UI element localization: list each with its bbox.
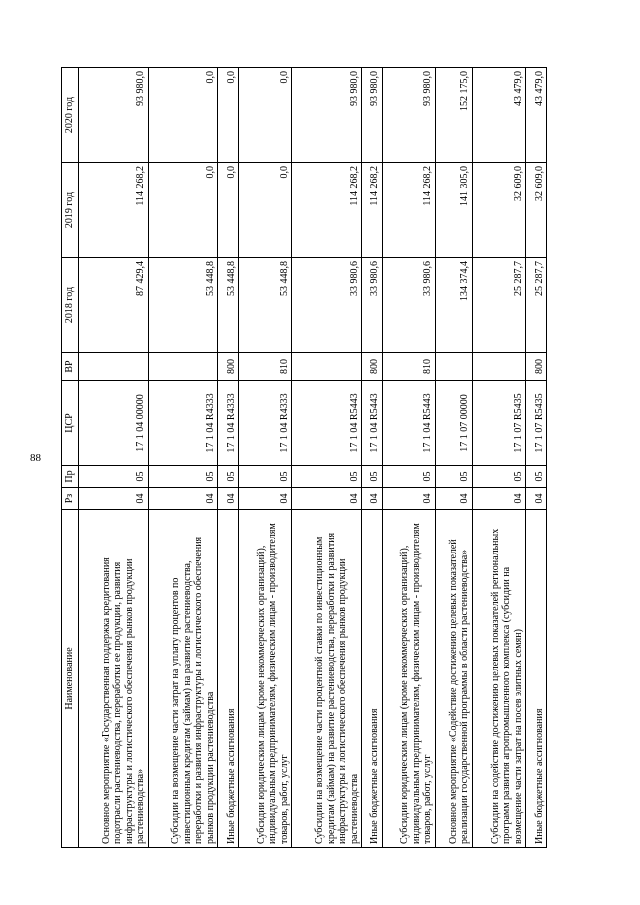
cell-rz: 04 [382,488,435,510]
header-2018: 2018 год [62,258,79,353]
header-vr: ВР [62,353,79,381]
table-row [148,68,218,848]
cell-2020: 93 980,0 [362,68,383,163]
cell-vr [292,353,362,381]
cell-2018: 33 980,6 [292,258,362,353]
cell-csr: 17 1 07 R5435 [526,381,547,466]
table-row [218,68,239,848]
table-row [435,68,472,848]
cell-2020: 0,0 [218,68,239,163]
cell-rz: 04 [472,488,525,510]
cell-name: Основное мероприятие «Государственная поддержка кредитования подотрасли растениеводства, переработки ее продукции, развития инфраструктуры и логистического обеспечения рынков продукции растениеводства» [79,510,149,848]
cell-pr: 05 [239,466,292,488]
cell-pr: 05 [435,466,472,488]
cell-vr [148,353,218,381]
cell-2020: 93 980,0 [79,68,149,163]
table-row [526,68,547,848]
cell-2019: 114 268,2 [292,163,362,258]
budget-table [61,67,547,848]
cell-2020: 43 479,0 [526,68,547,163]
cell-csr: 17 1 04 R5443 [362,381,383,466]
rotated-table-container [61,68,547,848]
cell-pr: 05 [148,466,218,488]
cell-rz: 04 [435,488,472,510]
cell-vr [435,353,472,381]
cell-2019: 0,0 [239,163,292,258]
cell-vr [79,353,149,381]
cell-csr: 17 1 04 R4333 [218,381,239,466]
cell-2018: 53 448,8 [239,258,292,353]
cell-pr: 05 [218,466,239,488]
table-row [292,68,362,848]
cell-vr: 800 [362,353,383,381]
header-pr: Пр [62,466,79,488]
cell-pr: 05 [382,466,435,488]
cell-2019: 114 268,2 [79,163,149,258]
table-row [472,68,525,848]
cell-vr [472,353,525,381]
cell-2020: 93 980,0 [292,68,362,163]
cell-csr: 17 1 04 00000 [79,381,149,466]
cell-pr: 05 [292,466,362,488]
cell-vr: 800 [526,353,547,381]
cell-pr: 05 [79,466,149,488]
cell-rz: 04 [292,488,362,510]
cell-name: Субсидии юридическим лицам (кроме некоммерческих организаций), индивидуальным предпринимателям, физическим лицам - производителям товаров, работ, услуг [239,510,292,848]
cell-name: Субсидии юридическим лицам (кроме некоммерческих организаций), индивидуальным предпринимателям, физическим лицам - производителям товаров, работ, услуг [382,510,435,848]
cell-2020: 152 175,0 [435,68,472,163]
header-2020: 2020 год [62,68,79,163]
cell-name: Субсидии на содействие достижению целевых показателей региональных программ развития агропромышленного комплекса (субсидии на возмещение части затрат на посев элитных семян) [472,510,525,848]
cell-2018: 25 287,7 [526,258,547,353]
cell-2019: 114 268,2 [382,163,435,258]
page-number: 88 [30,452,41,464]
header-rz: Рз [62,488,79,510]
cell-2018: 25 287,7 [472,258,525,353]
cell-name: Иные бюджетные ассигнования [362,510,383,848]
header-name: Наименование [62,510,79,848]
cell-rz: 04 [239,488,292,510]
cell-name: Иные бюджетные ассигнования [218,510,239,848]
cell-2018: 53 448,8 [218,258,239,353]
header-csr: ЦСР [62,381,79,466]
cell-csr: 17 1 04 R5443 [382,381,435,466]
table-row [382,68,435,848]
cell-2018: 33 980,6 [362,258,383,353]
cell-2018: 53 448,8 [148,258,218,353]
cell-2018: 33 980,6 [382,258,435,353]
cell-2019: 0,0 [218,163,239,258]
cell-rz: 04 [148,488,218,510]
header-row [62,68,79,848]
cell-rz: 04 [526,488,547,510]
cell-2019: 0,0 [148,163,218,258]
cell-rz: 04 [79,488,149,510]
cell-2018: 134 374,4 [435,258,472,353]
cell-2020: 43 479,0 [472,68,525,163]
cell-2018: 87 429,4 [79,258,149,353]
cell-vr: 810 [382,353,435,381]
cell-csr: 17 1 04 R5443 [292,381,362,466]
table-row [79,68,149,848]
cell-vr: 810 [239,353,292,381]
cell-csr: 17 1 04 R4333 [148,381,218,466]
cell-vr: 800 [218,353,239,381]
cell-rz: 04 [362,488,383,510]
cell-name: Субсидии на возмещение части процентной ставки по инвестиционным кредитам (займам) на развитие растениеводства, переработки и развития инфраструктуры и логистического обеспечения рынков продукции растениеводства [292,510,362,848]
cell-csr: 17 1 04 R4333 [239,381,292,466]
cell-2020: 0,0 [148,68,218,163]
cell-name: Иные бюджетные ассигнования [526,510,547,848]
cell-name: Субсидии на возмещение части затрат на уплату процентов по инвестиционным кредитам (займам) на развитие растениеводства, переработки и развития инфраструктуры и логистического обеспечения рынков продукции растениеводства [148,510,218,848]
cell-csr: 17 1 07 R5435 [472,381,525,466]
cell-2020: 0,0 [239,68,292,163]
cell-pr: 05 [472,466,525,488]
table-row [362,68,383,848]
cell-name: Основное мероприятие «Содействие достижению целевых показателей реализации государственной программы в области растениеводства» [435,510,472,848]
cell-pr: 05 [362,466,383,488]
cell-rz: 04 [218,488,239,510]
cell-pr: 05 [526,466,547,488]
table-row [239,68,292,848]
cell-2020: 93 980,0 [382,68,435,163]
cell-2019: 114 268,2 [362,163,383,258]
cell-2019: 32 609,0 [526,163,547,258]
cell-2019: 32 609,0 [472,163,525,258]
cell-csr: 17 1 07 00000 [435,381,472,466]
header-2019: 2019 год [62,163,79,258]
cell-2019: 141 305,0 [435,163,472,258]
